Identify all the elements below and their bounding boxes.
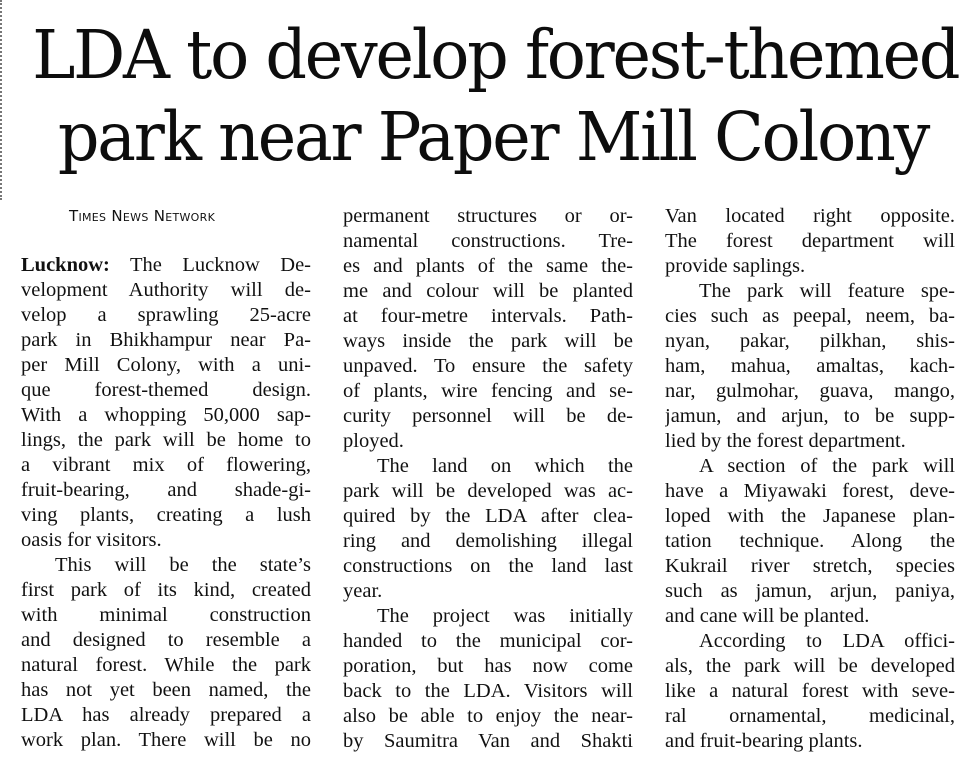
text-line: ham, mahua, amaltas, kach-	[665, 355, 955, 377]
page-edge-perforation	[0, 0, 5, 200]
text-line: and cane will be planted.	[665, 605, 870, 627]
text-line: me and colour will be planted	[343, 280, 633, 302]
text-line: constructions on the land last	[343, 555, 633, 577]
text-line: ring and demolishing illegal	[343, 530, 633, 552]
text-line: This will be the state’s	[55, 554, 311, 576]
text-line: ways inside the park will be	[343, 330, 633, 352]
text-line: lied by the forest department.	[665, 430, 906, 452]
text-line: like a natural forest with seve-	[665, 680, 955, 702]
text-line: and designed to resemble a	[21, 629, 311, 651]
text-line: es and plants of the same the-	[343, 255, 633, 277]
text-line: also be able to enjoy the near-	[343, 705, 633, 727]
article-column-2	[343, 204, 633, 754]
text-line: oasis for visitors.	[21, 529, 162, 551]
text-line: loped with the Japanese plan-	[665, 505, 955, 527]
text-line: handed to the municipal cor-	[343, 630, 633, 652]
text-line: ving plants, creating a lush	[21, 504, 311, 526]
byline: Times News Network	[69, 207, 216, 225]
text-line: unpaved. To ensure the safety	[343, 355, 633, 377]
text-line: nar, gulmohar, guava, mango,	[665, 380, 955, 402]
text-line: A section of the park will	[699, 455, 955, 477]
text-line: at four-metre intervals. Path-	[343, 305, 633, 327]
text-line: with minimal construction	[21, 604, 311, 626]
text-line: tation technique. Along the	[665, 530, 955, 552]
text-line: per Mill Colony, with a uni-	[21, 354, 311, 376]
text-line	[21, 253, 311, 278]
text-line: The land on which the	[377, 455, 633, 477]
text-line: park will be developed was ac-	[343, 480, 633, 502]
text-line: provide saplings.	[665, 255, 806, 277]
text-line: lings, the park will be home to	[21, 429, 311, 451]
headline-line-1: LDA to develop forest-themed	[32, 16, 959, 94]
text-line: fruit-bearing, and shade-gi-	[21, 479, 311, 501]
text-line: jamun, and arjun, to be supp-	[665, 405, 955, 427]
text-line: According to LDA offici-	[699, 630, 955, 652]
text-line: que forest-themed design.	[21, 379, 311, 401]
text-line: namental constructions. Tre-	[343, 230, 633, 252]
article-column-1	[21, 204, 311, 753]
text-line: year.	[343, 580, 383, 602]
text-line: ployed.	[343, 430, 404, 452]
text-line: has not yet been named, the	[21, 679, 311, 701]
text-line-content: The Lucknow De-	[129, 254, 311, 276]
article-column-3	[665, 204, 955, 754]
text-line: permanent structures or or-	[343, 205, 633, 227]
text-line: such as jamun, arjun, paniya,	[665, 580, 955, 602]
text-line: have a Miyawaki forest, deve-	[665, 480, 955, 502]
text-line: The forest department will	[665, 230, 955, 252]
dateline: Lucknow:	[21, 254, 110, 276]
text-line: a vibrant mix of flowering,	[21, 454, 311, 476]
text-line: back to the LDA. Visitors will	[343, 680, 633, 702]
text-line: natural forest. While the park	[21, 654, 311, 676]
text-line: park in Bhikhampur near Pa-	[21, 329, 311, 351]
text-line: nyan, pakar, pilkhan, shis-	[665, 330, 955, 352]
text-line: and fruit-bearing plants.	[665, 730, 863, 752]
text-line: als, the park will be developed	[665, 655, 955, 677]
headline	[32, 14, 959, 178]
headline-line-2: park near Paper Mill Colony	[57, 98, 929, 176]
text-line: ral ornamental, medicinal,	[665, 705, 955, 727]
text-line: velop a sprawling 25-acre	[21, 304, 311, 326]
text-line: Van located right opposite.	[665, 205, 955, 227]
text-line: With a whopping 50,000 sap-	[21, 404, 311, 426]
text-line: cies such as peepal, neem, ba-	[665, 305, 955, 327]
text-line: of plants, wire fencing and se-	[343, 380, 633, 402]
text-line: The park will feature spe-	[699, 280, 955, 302]
text-line: by Saumitra Van and Shakti	[343, 730, 633, 752]
text-line: velopment Authority will de-	[21, 279, 311, 301]
text-line: The project was initially	[377, 605, 633, 627]
text-line: curity personnel will be de-	[343, 405, 633, 427]
text-line: Kukrail river stretch, species	[665, 555, 955, 577]
text-line: poration, but has now come	[343, 655, 633, 677]
text-line: LDA has already prepared a	[21, 704, 311, 726]
text-line: work plan. There will be no	[21, 729, 311, 751]
text-line: first park of its kind, created	[21, 579, 311, 601]
text-line: quired by the LDA after clea-	[343, 505, 633, 527]
